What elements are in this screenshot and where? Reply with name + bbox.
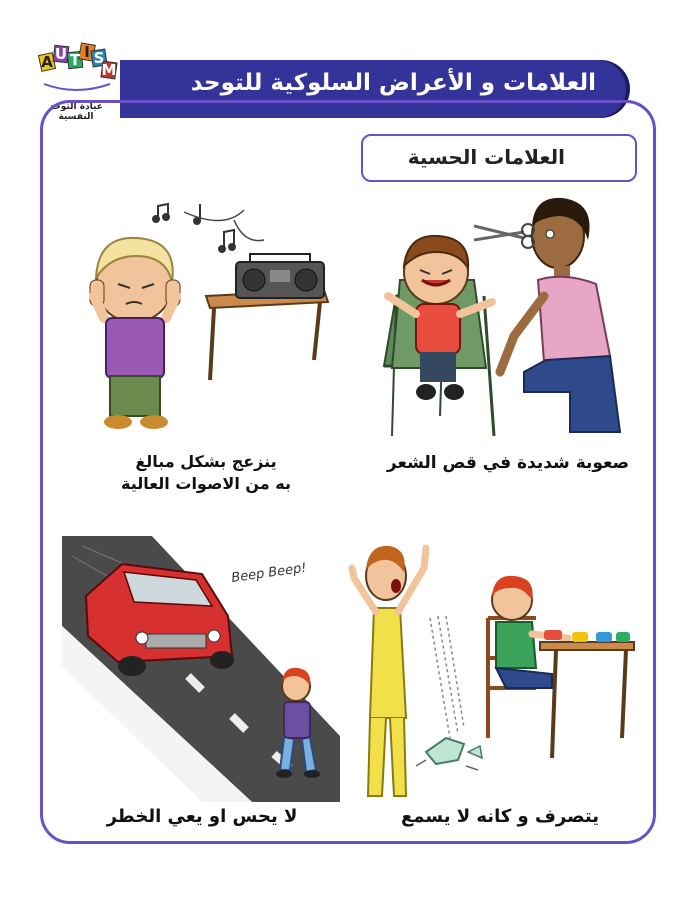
beep-text: Beep Beep!	[230, 560, 308, 586]
child-covering-ears	[90, 238, 180, 429]
panel-danger	[62, 536, 340, 802]
caption-loud-sounds-line1: ينزعج بشكل مبالغ	[135, 452, 277, 471]
radio-icon	[236, 254, 324, 298]
logo-letter: I	[84, 43, 90, 61]
logo-letter: U	[54, 45, 68, 63]
panel-not-hearing	[346, 538, 640, 800]
logo-letter: M	[101, 61, 117, 79]
music-notes-icon	[152, 204, 264, 253]
panel-loud-sounds	[74, 200, 336, 442]
logo-caption: عيادة التوحد النفسية	[49, 102, 103, 122]
caption-not-hearing: يتصرف و كانه لا يسمع	[401, 806, 599, 827]
section-title: العلامات الحسية	[407, 145, 565, 169]
autism-logo-icon	[34, 40, 118, 100]
page-title: العلامات و الأعراض السلوكية للتوحد	[190, 70, 596, 96]
logo-letter: T	[69, 51, 81, 69]
caption-loud-sounds-line2: به من الاصوات العالية	[121, 474, 291, 493]
not-hearing-illustration	[346, 538, 640, 800]
woman-shouting	[352, 546, 426, 796]
caption-danger: لا يحس او يعي الخطر	[106, 806, 298, 827]
danger-illustration	[62, 536, 340, 802]
logo-letter: S	[93, 49, 105, 67]
haircut-illustration	[374, 196, 638, 444]
loud-sounds-illustration	[74, 200, 336, 442]
caption-haircut: صعوبة شديدة في قص الشعر	[386, 453, 630, 473]
broken-plate-icon	[416, 738, 482, 770]
logo-letter: A	[41, 53, 53, 71]
child-playing-cars	[488, 576, 634, 758]
scissors-icon	[474, 224, 534, 248]
section-header	[361, 134, 637, 182]
panel-haircut	[374, 196, 638, 444]
